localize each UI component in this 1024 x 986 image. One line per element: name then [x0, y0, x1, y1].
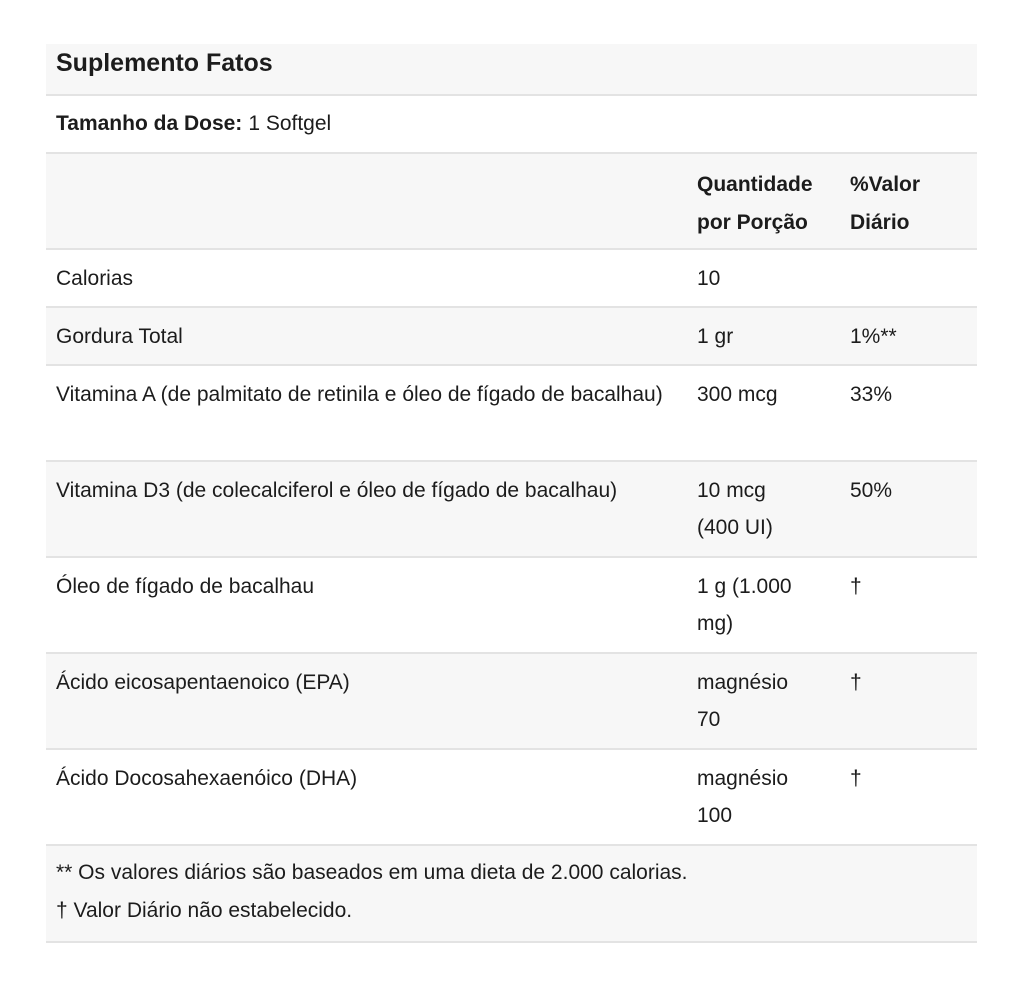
amount-header-line1: Quantidade [697, 173, 813, 196]
nutrient-amount: 300 mcg [697, 383, 778, 406]
table-row [46, 462, 977, 558]
nutrient-daily-value: † [850, 671, 862, 694]
column-header-row [46, 154, 977, 250]
nutrient-name: Ácido Docosahexaenóico (DHA) [56, 767, 358, 790]
footnotes [46, 846, 977, 943]
nutrient-daily-value: 50% [850, 479, 893, 502]
supplement-facts-panel [46, 44, 977, 943]
nutrient-daily-value: † [850, 767, 862, 790]
nutrient-name: Calorias [56, 267, 134, 290]
nutrient-name: Gordura Total [56, 325, 183, 348]
amount-header [687, 154, 840, 248]
table-row [46, 308, 977, 366]
daily-value-header [840, 154, 977, 248]
title-row [46, 44, 977, 96]
nutrient-daily-value: 33% [850, 383, 893, 406]
nutrient-amount: 1 g (1.000 mg) [697, 575, 792, 635]
nutrient-daily-value: † [850, 575, 862, 598]
serving-size-value: 1 Softgel [248, 112, 332, 135]
nutrient-amount: 10 mcg (400 UI) [697, 479, 773, 539]
serving-size-label: Tamanho da Dose: [56, 112, 243, 135]
nutrient-header [46, 154, 687, 248]
table-row [46, 250, 977, 308]
nutrient-amount: magnésio 70 [697, 671, 789, 731]
footnote-daily-values: ** Os valores diários são baseados em uma dieta de 2.000 calorias. [56, 861, 688, 884]
nutrient-daily-value: 1%** [850, 325, 897, 348]
nutrient-amount: magnésio 100 [697, 767, 789, 827]
daily-value-header-line2: Diário [850, 211, 910, 234]
nutrient-amount: 1 gr [697, 325, 734, 348]
amount-header-line2: por Porção [697, 211, 808, 234]
nutrient-name: Vitamina D3 (de colecalciferol e óleo de fígado de bacalhau) [56, 479, 618, 502]
nutrient-name: Vitamina A (de palmitato de retinila e óleo de fígado de bacalhau) [56, 383, 663, 406]
nutrient-name: Ácido eicosapentaenoico (EPA) [56, 671, 350, 694]
table-row [46, 654, 977, 750]
nutrient-amount: 10 [697, 267, 721, 290]
daily-value-header-line1: %Valor [850, 173, 921, 196]
panel-title: Suplemento Fatos [56, 48, 273, 77]
nutrient-name: Óleo de fígado de bacalhau [56, 575, 315, 598]
serving-size-row [46, 96, 977, 154]
table-row [46, 750, 977, 846]
table-row [46, 558, 977, 654]
footnote-not-established: † Valor Diário não estabelecido. [56, 899, 353, 922]
nutrient-daily-value [840, 250, 977, 306]
table-row [46, 366, 977, 462]
